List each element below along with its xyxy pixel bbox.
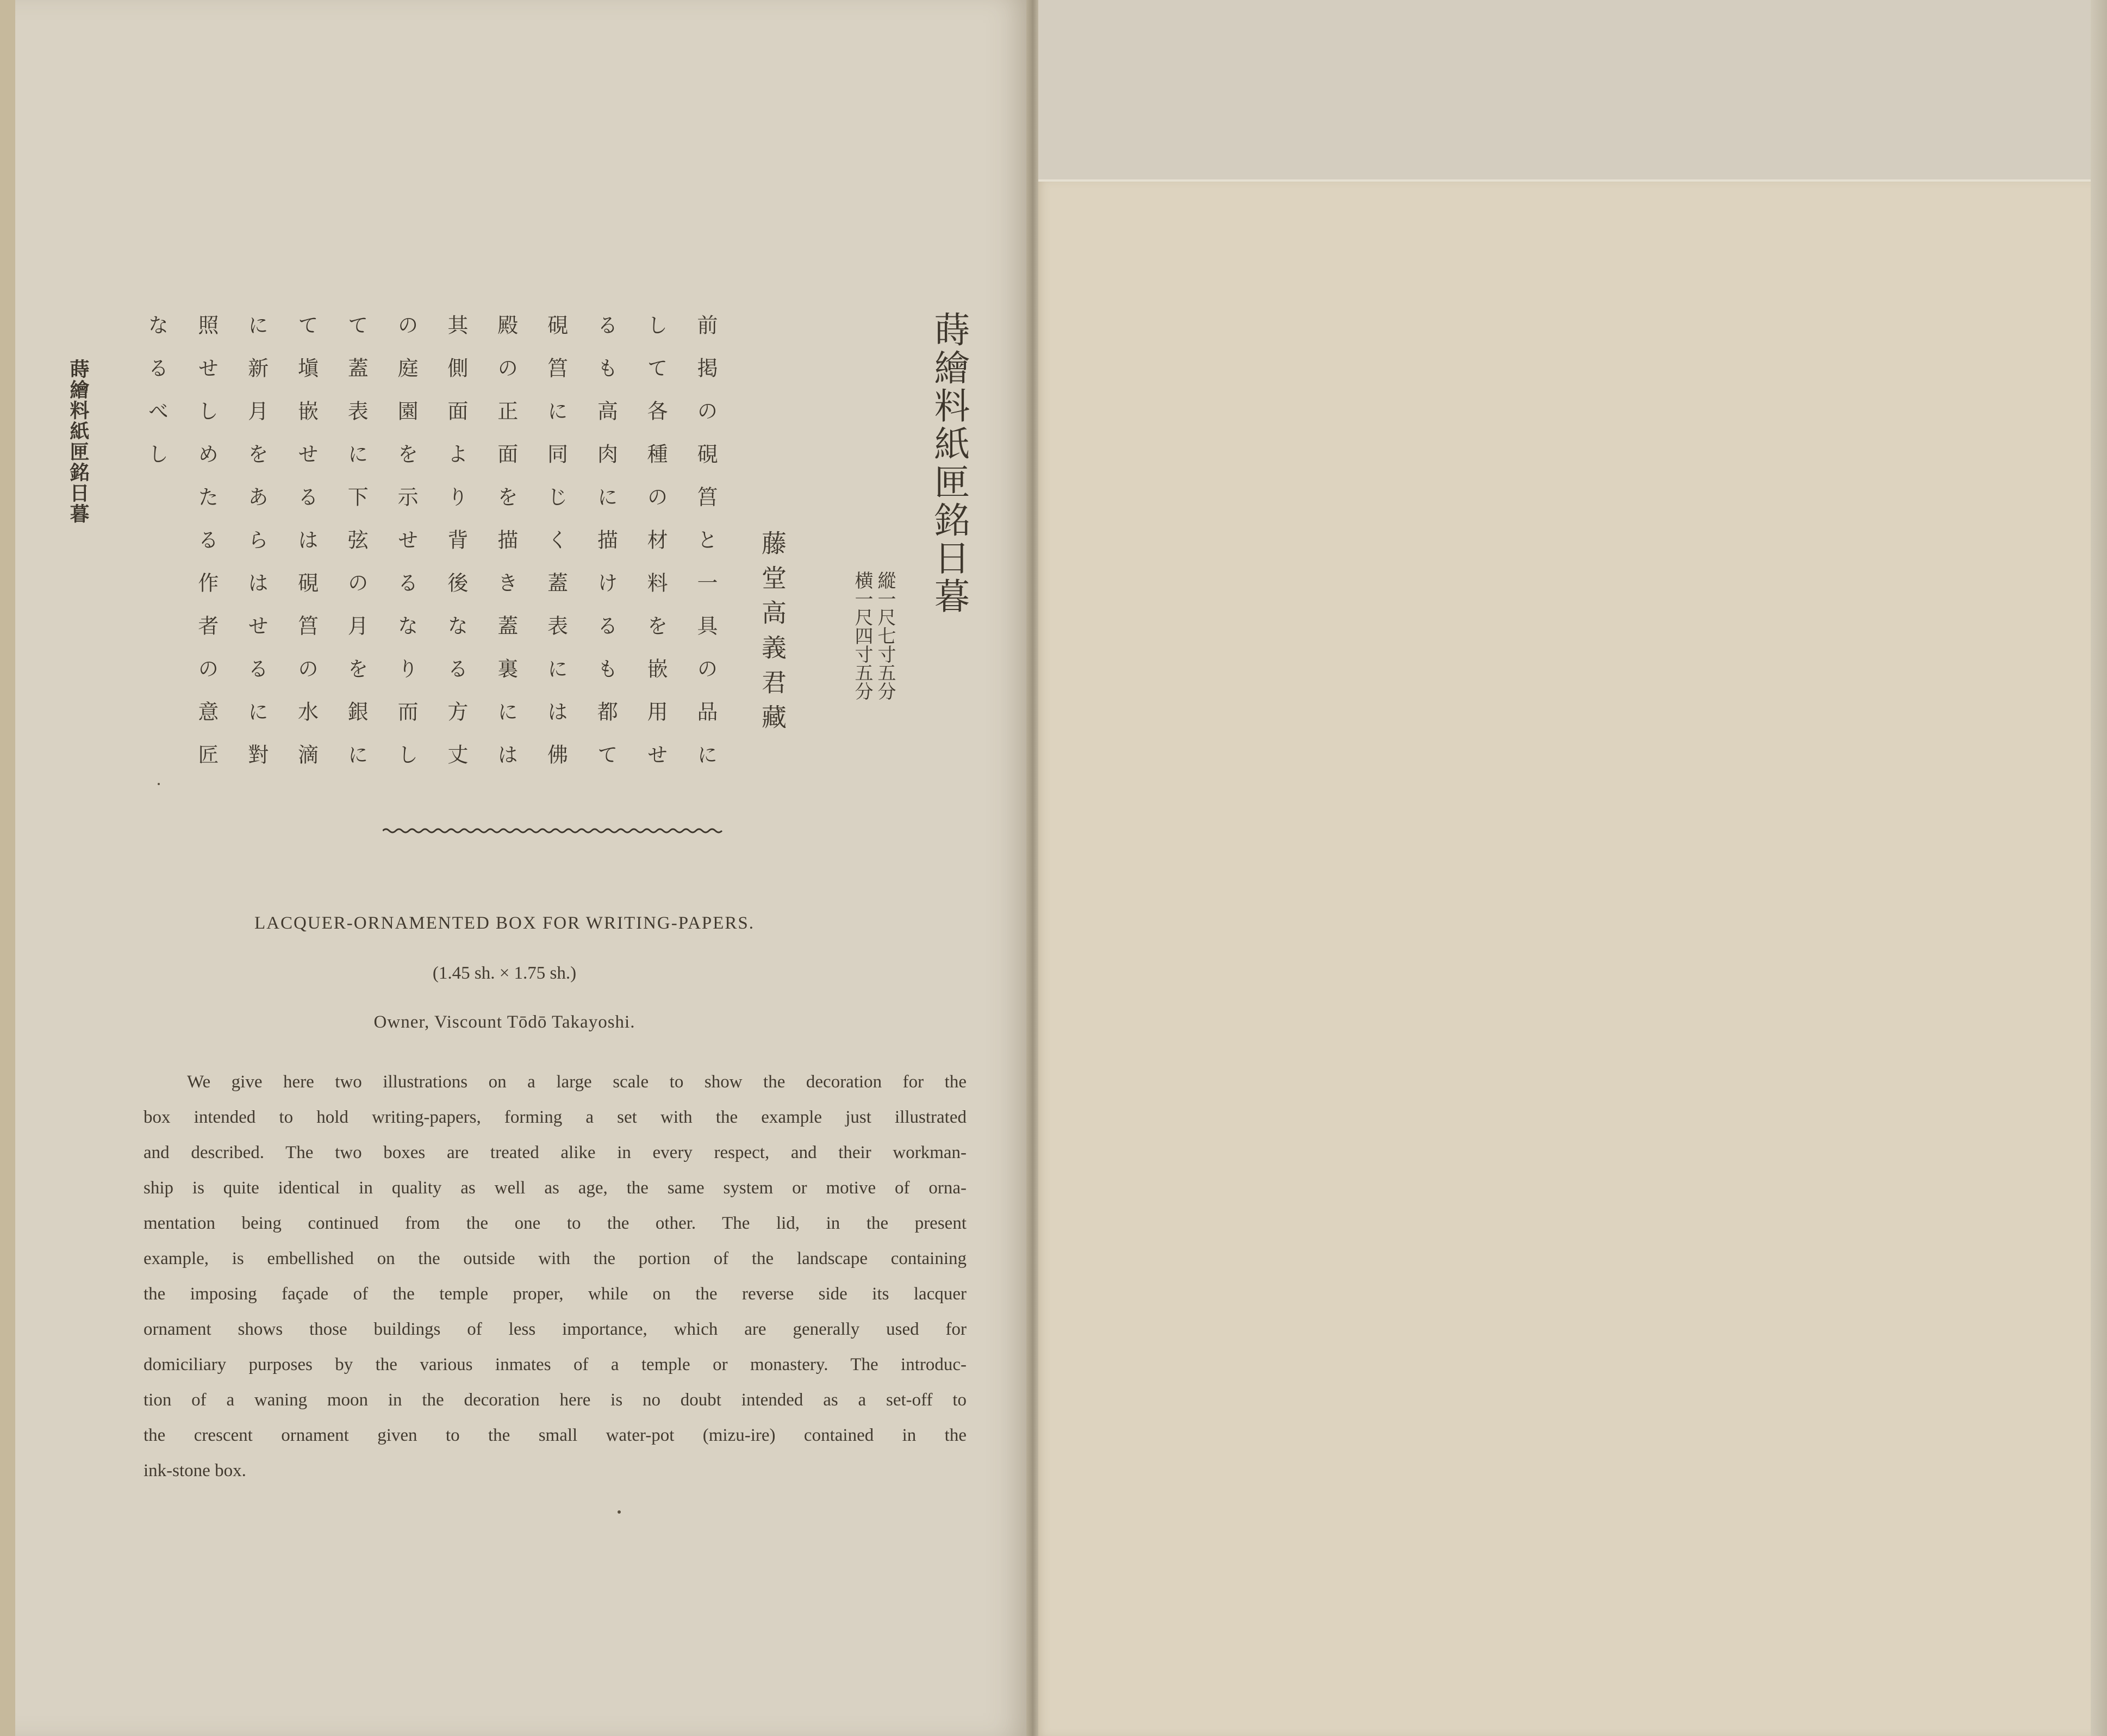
jp-column: 硯筥に同じく蓋表には佛	[544, 314, 568, 787]
jp-column: て蓋表に下弦の月を銀に	[344, 314, 369, 787]
tissue-guard-sheet	[1038, 182, 2098, 1736]
en-line: domiciliary purposes by the various inmates of a temple or monastery. The introduc-	[144, 1355, 967, 1374]
wavy-divider	[383, 825, 725, 836]
owner-en: Owner, Viscount Tōdō Takayoshi.	[373, 1012, 635, 1032]
title-en: LACQUER-ORNAMENTED BOX FOR WRITING-PAPERS.	[254, 913, 755, 933]
jp-column: 前掲の硯筥と一具の品に	[693, 314, 718, 787]
en-line: mentation being continued from the one to the other. The lid, in the present	[144, 1214, 967, 1233]
book-gutter	[1026, 0, 1039, 1736]
en-line: and described. The two boxes are treated alike in every respect, and their workman-	[144, 1143, 967, 1162]
dimension-height: 縱一尺七寸五分	[874, 571, 896, 700]
jp-column: の庭園を示せるなり而し	[394, 314, 419, 787]
jp-column: に新月をあらはせるに對	[244, 314, 269, 787]
body-text-en	[144, 1065, 967, 1489]
jp-column: なるべし	[145, 314, 169, 486]
jp-column: て塡嵌せるは硯筥の水滴	[294, 314, 319, 787]
jp-column: るも高肉に描けるも都て	[594, 314, 618, 787]
left-page-edge	[0, 0, 15, 1736]
jp-column: して各種の材料を嵌用せ	[644, 314, 668, 787]
jp-column: 殿の正面を描き蓋裏には	[494, 314, 518, 787]
left-page	[15, 0, 1027, 1736]
body-text-jp	[145, 314, 718, 787]
en-line: the imposing façade of the temple proper, while on the reverse side its lacquer	[144, 1284, 967, 1304]
owner-jp: 藤堂高義君藏	[758, 530, 787, 739]
en-line: ink-stone box.	[144, 1461, 246, 1480]
en-line: tion of a waning moon in the decoration here is no doubt intended as a set-off to	[144, 1390, 967, 1410]
paper-speck	[618, 1510, 621, 1514]
paper-speck	[158, 783, 160, 785]
jp-column: 其側面より背後なる方丈	[444, 314, 468, 787]
right-page	[1038, 0, 2107, 1736]
dimension-width: 横一尺四寸五分	[851, 571, 873, 700]
top-leaf	[1038, 0, 2107, 182]
en-line: ship is quite identical in quality as well as age, the same system or motive of orna-	[144, 1178, 967, 1198]
en-line: example, is embellished on the outside with the portion of the landscape containing	[144, 1249, 967, 1268]
size-en: (1.45 sh. × 1.75 sh.)	[432, 963, 577, 983]
jp-column: 照せしめたる作者の意匠	[194, 314, 219, 787]
en-line: box intended to hold writing-papers, forming a set with the example just illustrated	[144, 1107, 967, 1127]
fore-edge	[2091, 0, 2107, 1736]
en-line: ornament shows those buildings of less importance, which are generally used for	[144, 1320, 967, 1339]
dimensions-jp	[849, 571, 896, 734]
page-title-jp: 蒔繪料紙匣銘日暮	[928, 311, 970, 615]
en-line: We give here two illustrations on a large scale to show the decoration for the	[187, 1072, 967, 1092]
en-line: the crescent ornament given to the small water-pot (mizu-ire) contained in the	[144, 1426, 967, 1445]
running-head: 蒔繪料紙匣銘日暮	[67, 359, 90, 524]
